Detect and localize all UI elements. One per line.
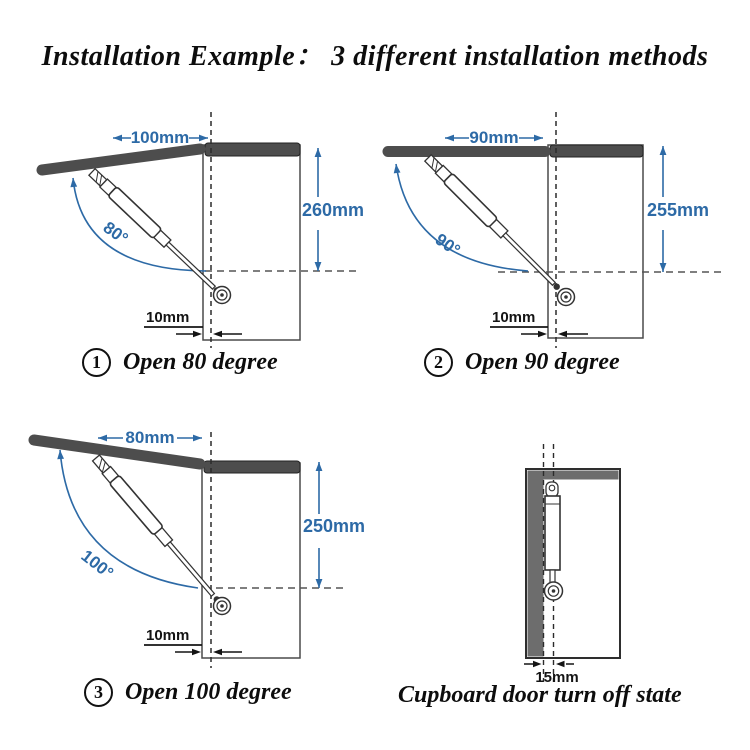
width-dimension-label: 90mm: [469, 128, 519, 147]
closed-door-panel: [528, 471, 544, 657]
offset-dimension-label: 10mm: [146, 627, 190, 644]
cabinet-body: [548, 145, 643, 338]
open-door: [34, 440, 200, 464]
pivot-mount: [214, 287, 231, 304]
cabinet-top-panel: [204, 461, 300, 473]
height-dimension: [302, 148, 364, 271]
height-dimension-label: 250mm: [302, 516, 366, 536]
caption-number-circle: 2: [424, 348, 453, 377]
height-dimension: [647, 146, 709, 272]
cabinet-body: [202, 463, 300, 658]
angle-label: 100°: [77, 546, 117, 583]
diagram-open-90: [378, 100, 738, 355]
diagram-open-80: [30, 100, 385, 355]
cabinet-top-panel: [205, 143, 300, 156]
pivot-mount: [558, 289, 575, 306]
pivot-mount: [214, 598, 231, 615]
pivot-mount: [545, 582, 563, 600]
offset-dimension-label: 15mm: [535, 669, 579, 686]
height-dimension-label: 260mm: [301, 200, 365, 220]
angle-label: 80°: [99, 217, 132, 249]
caption-text: Open 90 degree: [465, 349, 620, 375]
diagram-closed-state: [420, 430, 740, 690]
diagram-open-100: [20, 418, 380, 686]
height-dimension-label: 255mm: [646, 200, 710, 220]
arc-arrowhead: [393, 164, 401, 174]
cabinet-top-panel: [550, 145, 643, 157]
offset-dimension-label: 10mm: [146, 309, 190, 326]
angle-arc: [396, 164, 528, 271]
gas-strut: [423, 153, 563, 293]
width-dimension: [113, 128, 208, 147]
width-dimension-label: 100mm: [130, 128, 190, 147]
height-dimension: [303, 462, 365, 588]
caption-text: Open 80 degree: [123, 349, 278, 375]
width-dimension: [98, 428, 202, 447]
caption-number-circle: 3: [84, 678, 113, 707]
width-dimension: [445, 128, 543, 147]
angle-label: 90°: [431, 229, 464, 261]
page-title: Installation Example： 3 different installation methods: [41, 41, 709, 72]
caption-text: Cupboard door turn off state: [398, 682, 682, 708]
caption-text: Open 100 degree: [125, 679, 292, 705]
arc-arrowhead: [57, 450, 64, 459]
width-dimension-label: 80mm: [125, 428, 175, 447]
arc-arrowhead: [70, 178, 78, 188]
caption-closed-state: [398, 682, 682, 709]
caption-number-circle: 1: [82, 348, 111, 377]
open-door: [42, 149, 200, 170]
cabinet-body: [203, 145, 300, 340]
caption-open-90: [424, 348, 620, 377]
offset-dimension-label: 10mm: [492, 309, 536, 326]
angle-arc: [60, 450, 198, 588]
caption-open-80: [82, 348, 278, 377]
caption-open-100: [84, 678, 292, 707]
